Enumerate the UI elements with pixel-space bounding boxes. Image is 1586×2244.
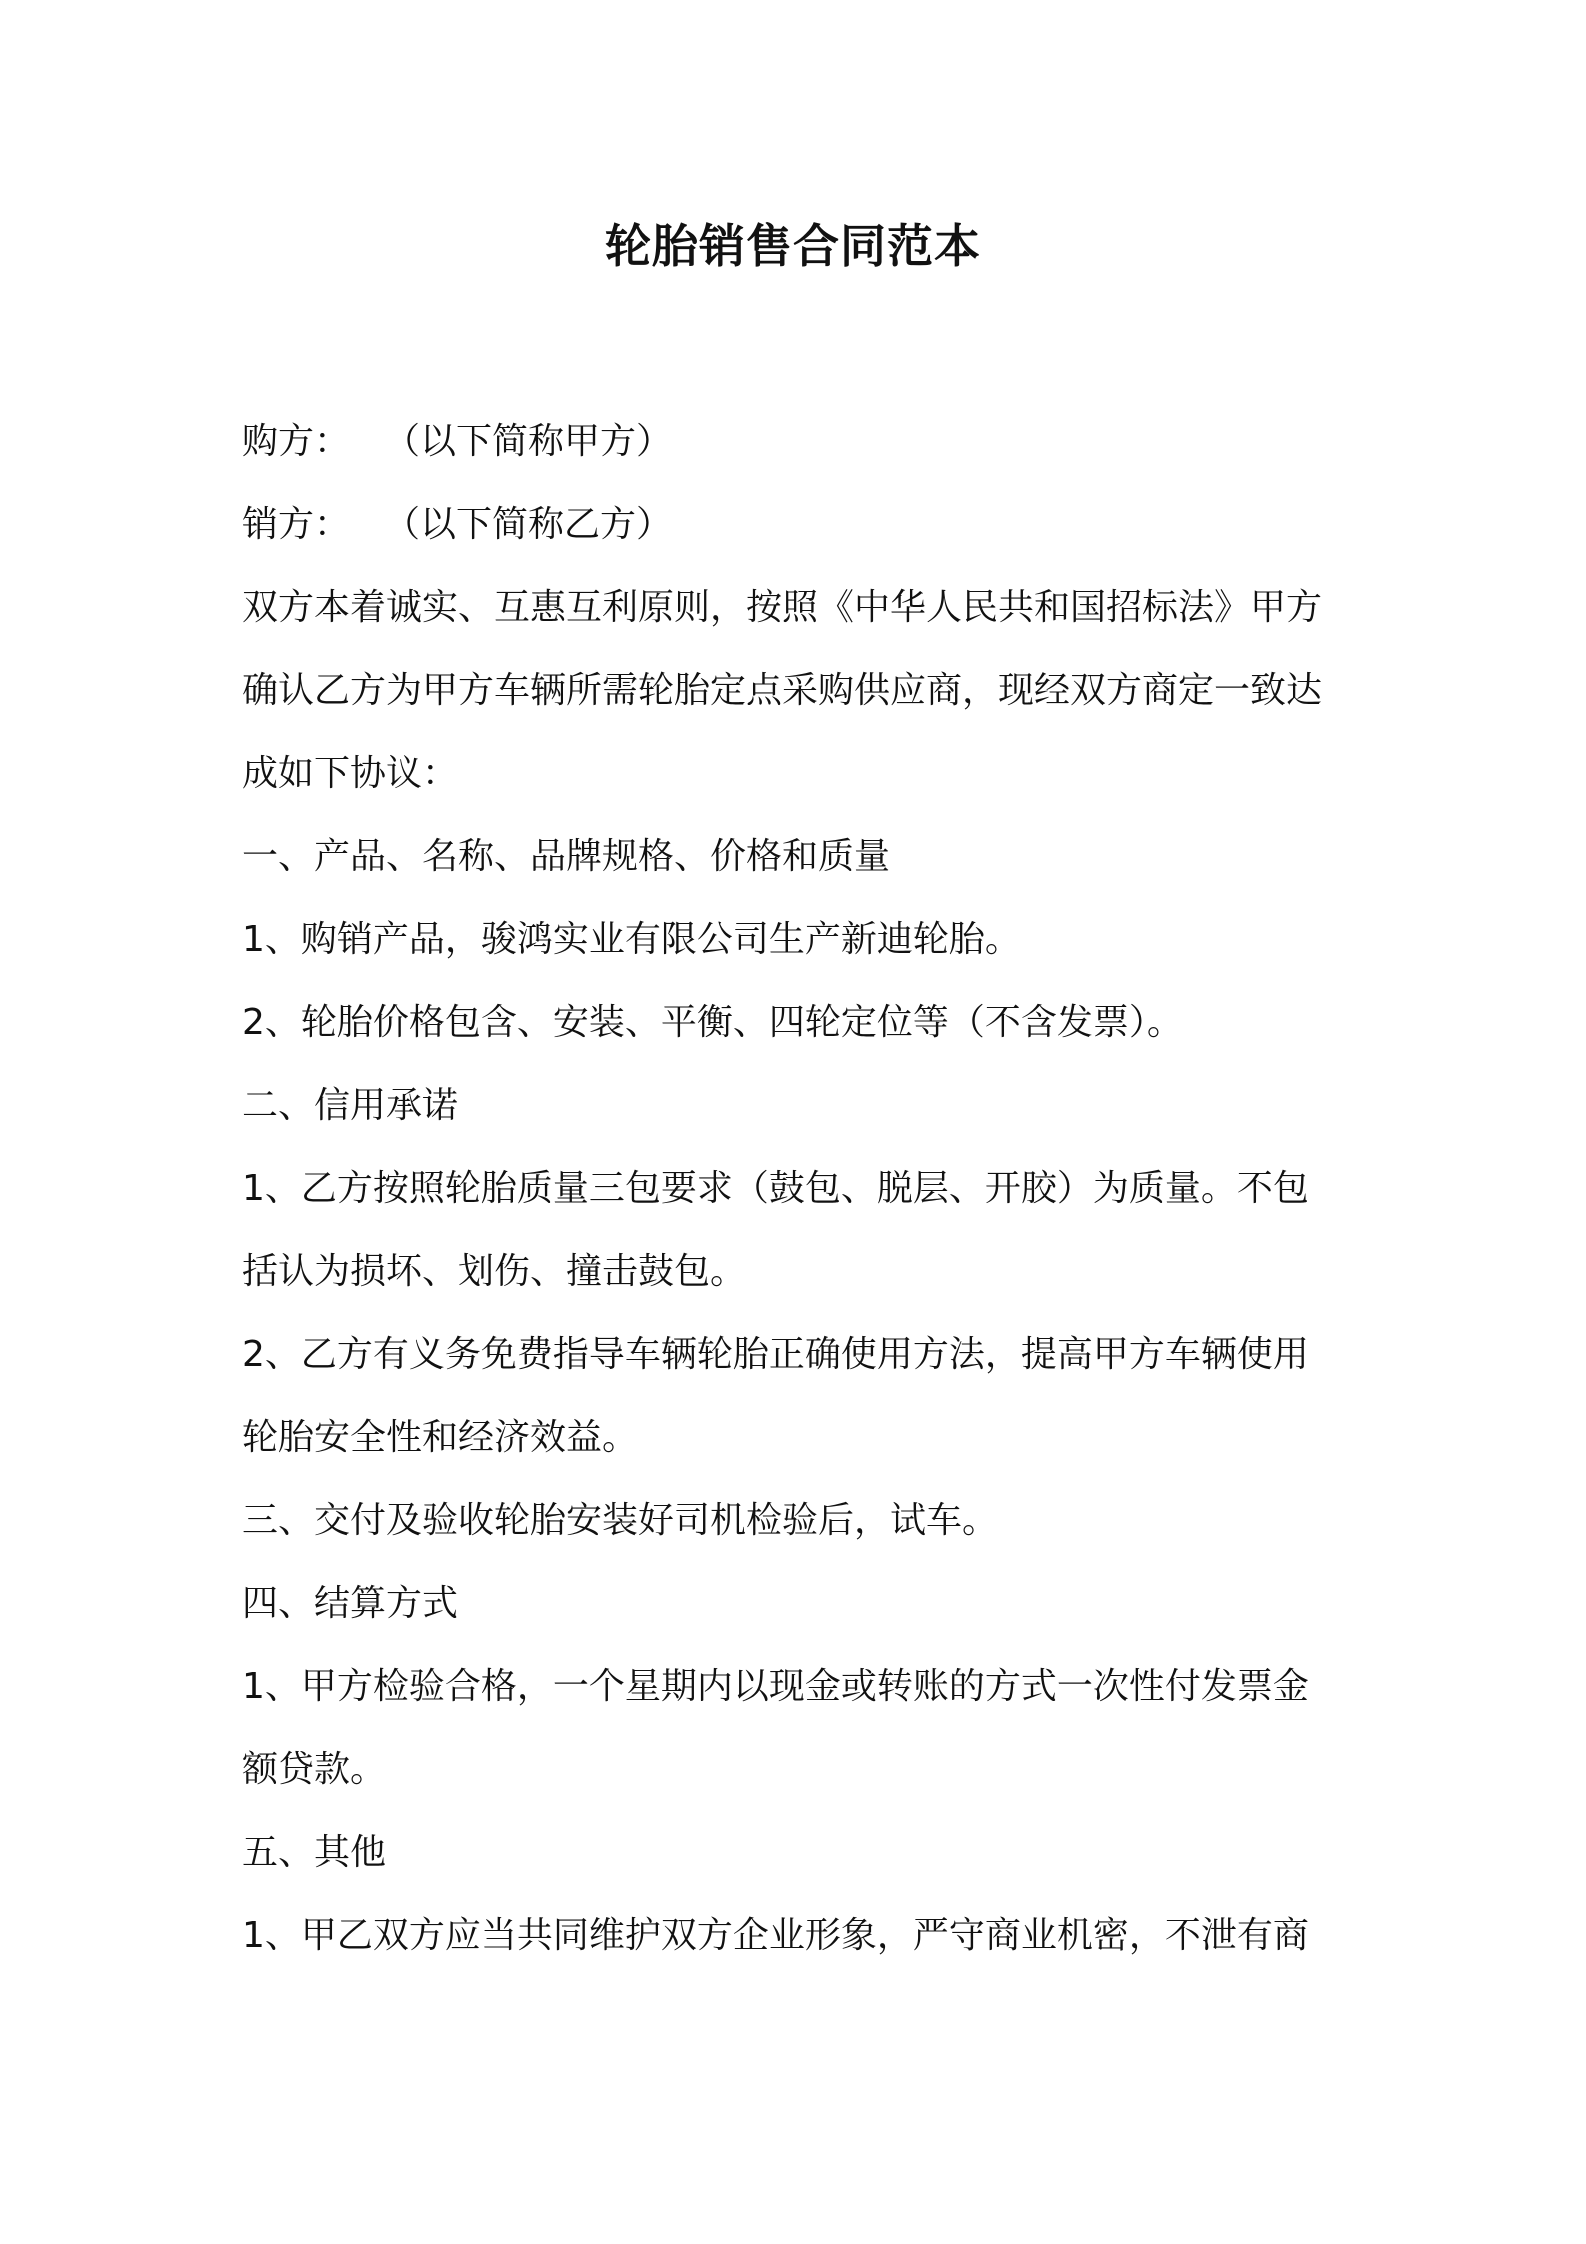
section-heading: 三、交付及验收轮胎安装好司机检验后，试车。 [242, 1500, 999, 1541]
body-line: 成如下协议： [242, 753, 459, 794]
clause-line: 额贷款。 [242, 1749, 387, 1790]
section-heading: 四、结算方式 [242, 1583, 459, 1624]
seller-label: 销方： [242, 504, 351, 545]
body-line: 双方本着诚实、互惠互利原则，按照《中华人民共和国招标法》甲方 [242, 587, 1323, 628]
clause-line: 2、乙方有义务免费指导车辆轮胎正确使用方法，提高甲方车辆使用 [242, 1334, 1309, 1375]
seller-note: （以下简称乙方） [384, 504, 673, 545]
clause-line: 2、轮胎价格包含、安装、平衡、四轮定位等（不含发票）。 [242, 1002, 1183, 1043]
seller-line [242, 483, 1350, 566]
section-heading: 一、产品、名称、品牌规格、价格和质量 [242, 836, 891, 877]
clause-line: 1、甲方检验合格，一个星期内以现金或转账的方式一次性付发票金 [242, 1666, 1309, 1707]
document-body [242, 400, 1350, 1977]
document-title: 轮胎销售合同范本 [605, 219, 981, 273]
buyer-note: （以下简称甲方） [384, 421, 673, 462]
section-heading: 五、其他 [242, 1832, 387, 1873]
buyer-line [242, 400, 1350, 483]
clause-line: 1、甲乙双方应当共同维护双方企业形象，严守商业机密，不泄有商 [242, 1915, 1309, 1956]
buyer-label: 购方： [242, 421, 351, 462]
clause-line: 1、乙方按照轮胎质量三包要求（鼓包、脱层、开胶）为质量。不包 [242, 1168, 1309, 1209]
clause-line: 轮胎安全性和经济效益。 [242, 1417, 639, 1458]
body-line: 确认乙方为甲方车辆所需轮胎定点采购供应商，现经双方商定一致达 [242, 670, 1323, 711]
clause-line: 1、购销产品，骏鸿实业有限公司生产新迪轮胎。 [242, 919, 1021, 960]
section-heading: 二、信用承诺 [242, 1085, 459, 1126]
clause-line: 括认为损坏、划伤、撞击鼓包。 [242, 1251, 747, 1292]
